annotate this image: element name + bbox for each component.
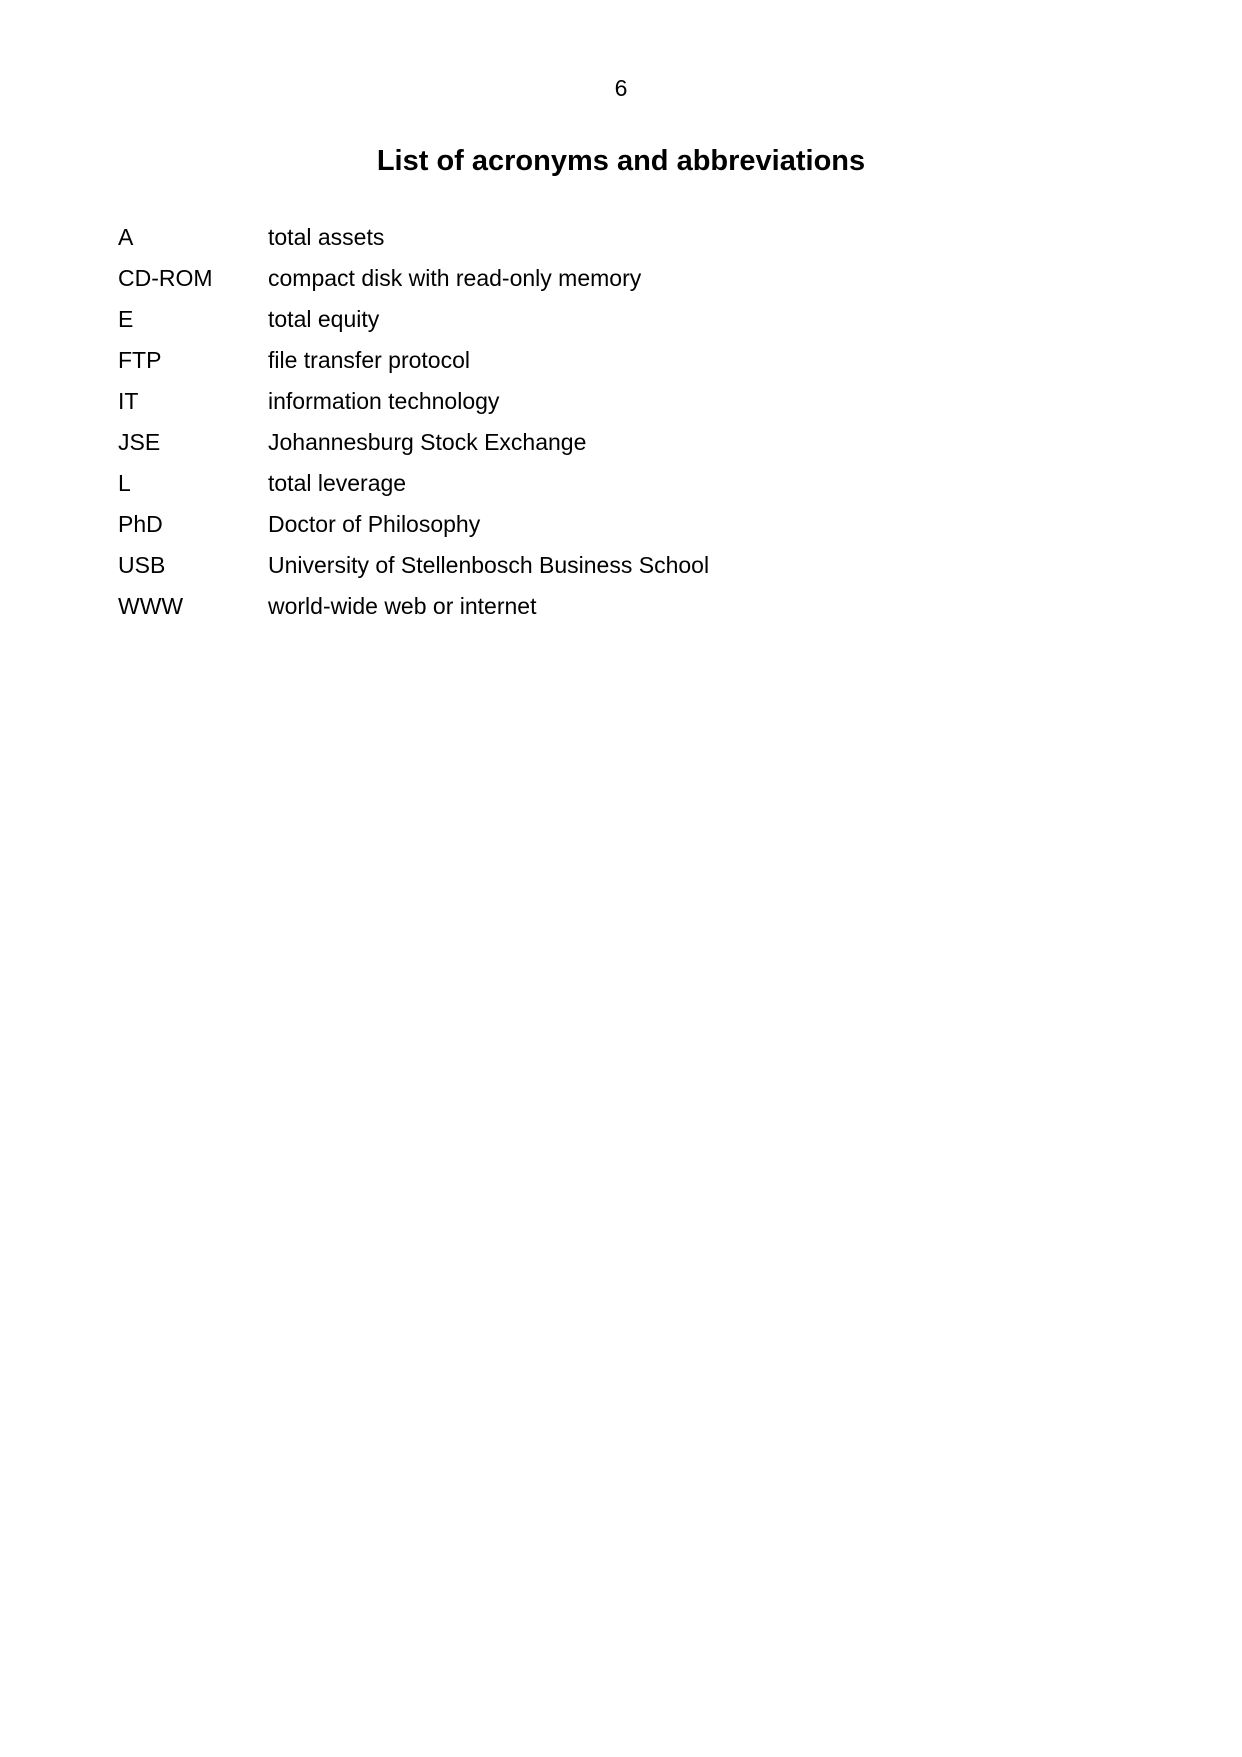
acronym-row: [118, 510, 1118, 551]
acronym-definition: Johannesburg Stock Exchange: [268, 429, 587, 455]
acronym-definition: file transfer protocol: [268, 347, 470, 373]
acronym-term: FTP: [118, 347, 162, 373]
acronym-term: WWW: [118, 593, 184, 619]
acronym-term: A: [118, 224, 134, 250]
acronym-definition: Doctor of Philosophy: [268, 511, 481, 537]
acronym-row: [118, 223, 1118, 264]
acronym-row: [118, 264, 1118, 305]
acronym-definition: total assets: [268, 224, 385, 250]
acronym-definition: University of Stellenbosch Business School: [268, 552, 710, 578]
acronym-term: L: [118, 470, 131, 496]
acronym-row: [118, 592, 1118, 633]
page-title: List of acronyms and abbreviations: [376, 145, 866, 177]
acronym-row: [118, 551, 1118, 592]
acronym-definition: total leverage: [268, 470, 407, 496]
acronym-definition: information technology: [268, 388, 500, 414]
acronym-definition: total equity: [268, 306, 380, 332]
acronym-term: USB: [118, 552, 166, 578]
acronym-definition: world-wide web or internet: [268, 593, 537, 619]
acronym-definition: compact disk with read-only memory: [268, 265, 642, 291]
acronym-term: IT: [118, 388, 139, 414]
acronym-row: [118, 387, 1118, 428]
acronym-term: E: [118, 306, 134, 332]
acronym-row: [118, 346, 1118, 387]
acronym-row: [118, 469, 1118, 510]
page-number: 6: [614, 75, 628, 101]
acronym-list: [118, 223, 1118, 633]
acronym-term: JSE: [118, 429, 161, 455]
acronym-term: CD-ROM: [118, 265, 213, 291]
acronym-term: PhD: [118, 511, 163, 537]
acronym-row: [118, 428, 1118, 469]
acronym-row: [118, 305, 1118, 346]
